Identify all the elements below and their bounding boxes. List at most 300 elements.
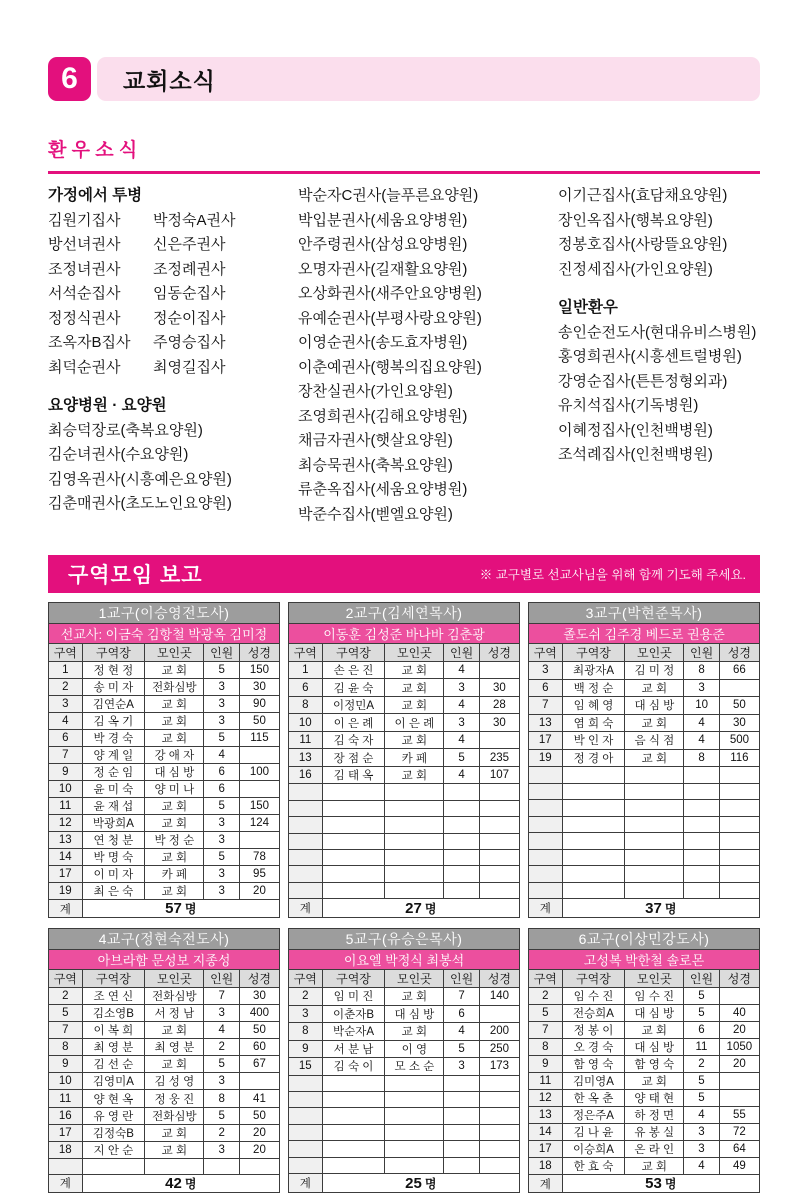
cell-meeting-place: 교 회 (385, 1023, 444, 1041)
cell-leader (562, 783, 625, 800)
cell-leader: 정 봉 이 (562, 1022, 625, 1039)
cell-district-no (289, 850, 323, 866)
cell-bible-reading: 90 (239, 696, 279, 713)
section-title-patient-news: 환 우 소 식 (48, 135, 760, 174)
cell-district-no (289, 1124, 323, 1140)
patient-name: 정봉호집사(사랑뜰요양원) (558, 236, 728, 253)
table-body (289, 988, 520, 1174)
table-row (529, 1056, 760, 1073)
column-header: 모인곳 (625, 970, 684, 988)
cell-attendance: 3 (204, 696, 239, 713)
table-row (529, 662, 760, 680)
cell-leader (562, 833, 625, 850)
table-row (529, 749, 760, 767)
cell-meeting-place (385, 1157, 444, 1174)
cell-bible-reading (719, 816, 759, 833)
cell-attendance: 10 (684, 697, 719, 715)
cell-leader: 이 미 자 (82, 866, 145, 883)
table-row (289, 1091, 520, 1107)
total-unit: 명 (184, 902, 197, 916)
cell-meeting-place: 교 회 (145, 713, 204, 730)
patient-name: 장인옥집사(행복요양원) (558, 211, 713, 229)
cell-attendance (684, 800, 719, 817)
cell-bible-reading (479, 817, 519, 833)
table-row (529, 714, 760, 732)
cell-district-no: 11 (529, 1073, 563, 1090)
cell-district-no: 10 (49, 1073, 83, 1090)
total-row (529, 899, 760, 918)
cell-leader: 최광자A (562, 662, 625, 680)
cell-meeting-place: 카 페 (145, 866, 204, 883)
column-header: 인원 (684, 644, 719, 662)
total-unit: 명 (424, 901, 437, 916)
patient-name: 방선녀권사 (48, 236, 121, 253)
column-header: 성경 (239, 970, 279, 988)
cell-bible-reading (479, 1124, 519, 1140)
table-row (289, 714, 520, 731)
nursing-list-col1 (48, 419, 298, 517)
cell-meeting-place: 교 회 (385, 696, 444, 713)
column-header: 모인곳 (145, 970, 204, 988)
cell-district-no: 14 (49, 849, 83, 866)
patient-name: 박준수집사(벧엘요양원) (298, 505, 453, 523)
cell-leader: 정 경 아 (562, 749, 625, 767)
table-row (49, 1107, 280, 1124)
cell-bible-reading (719, 849, 759, 866)
cell-leader: 한 옥 춘 (562, 1090, 625, 1107)
table-row (529, 882, 760, 899)
column-header: 구역장 (322, 970, 385, 988)
cell-meeting-place: 정 웅 진 (145, 1090, 204, 1107)
cell-meeting-place: 임 수 진 (625, 988, 684, 1005)
table-row (529, 679, 760, 697)
cell-bible-reading: 116 (719, 749, 759, 767)
group-title-nursing: 요양병원 · 요양원 (48, 397, 167, 414)
patient-pair (48, 282, 298, 307)
cell-district-no: 9 (49, 764, 83, 781)
cell-meeting-place: 교 회 (625, 1022, 684, 1039)
cell-leader: 박 인 자 (562, 732, 625, 750)
cell-district-no: 3 (49, 696, 83, 713)
district-missionaries: 이요엘 박정식 최봉석 (289, 950, 520, 970)
cell-bible-reading (479, 1157, 519, 1174)
cell-leader: 김 선 순 (82, 1056, 145, 1073)
cell-district-no (529, 866, 563, 883)
cell-meeting-place: 대 심 방 (625, 1039, 684, 1056)
patient-pair (48, 307, 298, 332)
cell-attendance: 4 (444, 662, 479, 679)
table-row (529, 866, 760, 883)
home-care-list (48, 209, 298, 381)
patient-name: 홍영희권사(시흥센트럴병원) (558, 348, 742, 365)
patient-name: 조정례권사 (153, 260, 226, 278)
table-column-headers (289, 644, 520, 662)
table-row (49, 815, 280, 832)
patient-name: 서석순집사 (48, 285, 121, 302)
cell-meeting-place: 교 회 (625, 1158, 684, 1175)
cell-leader (562, 866, 625, 883)
patient-name: 류춘옥집사(세움요양병원) (298, 481, 468, 498)
cell-attendance: 4 (684, 714, 719, 732)
cell-bible-reading (719, 800, 759, 817)
cell-attendance: 4 (204, 1022, 239, 1039)
district-missionaries: 아브라함 문성보 지종성 (49, 950, 280, 970)
cell-district-no: 4 (49, 713, 83, 730)
column-header: 구역장 (322, 644, 385, 662)
cell-district-no: 13 (529, 714, 563, 732)
cell-leader: 박 명 숙 (82, 849, 145, 866)
cell-leader: 이 은 례 (322, 714, 385, 731)
patient-columns (48, 184, 760, 527)
total-label: 계 (49, 1174, 83, 1192)
patient-name: 최승덕장로(축복요양원) (48, 421, 203, 439)
cell-leader: 장 점 순 (322, 749, 385, 766)
table-body (49, 662, 280, 900)
cell-leader (322, 784, 385, 800)
cell-meeting-place: 대 심 방 (145, 764, 204, 781)
total-label: 계 (289, 899, 323, 918)
patient-name: 조옥자B집사 (48, 334, 131, 351)
patient-name: 최영길집사 (153, 358, 226, 376)
cell-district-no (289, 1075, 323, 1091)
district-table (48, 602, 280, 918)
cell-bible-reading: 95 (239, 866, 279, 883)
cell-bible-reading: 140 (479, 988, 519, 1006)
cell-meeting-place: 교 회 (625, 749, 684, 767)
table-body (49, 988, 280, 1175)
cell-meeting-place: 함 영 숙 (625, 1056, 684, 1073)
cell-attendance (444, 800, 479, 816)
cell-leader: 김정숙B (82, 1124, 145, 1141)
cell-bible-reading (479, 850, 519, 866)
column-header: 성경 (719, 644, 759, 662)
total-value (322, 1174, 519, 1193)
cell-district-no: 17 (49, 866, 83, 883)
cell-district-no (529, 767, 563, 784)
cell-meeting-place: 교 회 (145, 798, 204, 815)
cell-bible-reading: 30 (239, 679, 279, 696)
cell-leader (562, 800, 625, 817)
cell-district-no: 2 (289, 988, 323, 1006)
cell-attendance (684, 816, 719, 833)
cell-leader: 김 숙 자 (322, 731, 385, 748)
cell-bible-reading (479, 731, 519, 748)
district-table-title: 4교구(정현숙전도사) (49, 929, 280, 950)
total-label: 계 (529, 899, 563, 918)
cell-bible-reading: 40 (719, 1005, 759, 1022)
total-number: 27 (405, 899, 422, 917)
cell-district-no: 3 (529, 662, 563, 680)
total-number: 42 (165, 1174, 182, 1192)
table-row (289, 731, 520, 748)
cell-leader (322, 1141, 385, 1157)
cell-bible-reading: 50 (239, 1107, 279, 1124)
patient-name: 김영옥권사(시흥예은요양원) (48, 470, 232, 488)
cell-attendance: 3 (204, 713, 239, 730)
cell-meeting-place (625, 866, 684, 883)
cell-leader: 연 청 분 (82, 832, 145, 849)
cell-bible-reading: 41 (239, 1090, 279, 1107)
table-row (289, 833, 520, 849)
cell-district-no: 8 (289, 696, 323, 713)
district-table (528, 928, 760, 1193)
cell-attendance: 5 (204, 1107, 239, 1124)
cell-district-no: 18 (529, 1158, 563, 1175)
cell-bible-reading: 173 (479, 1058, 519, 1076)
table-row (289, 1157, 520, 1174)
table-row (289, 850, 520, 866)
table-row (289, 817, 520, 833)
cell-leader: 정 순 임 (82, 764, 145, 781)
patient-name: 신은주권사 (153, 236, 226, 253)
cell-bible-reading: 20 (719, 1056, 759, 1073)
cell-attendance: 7 (444, 988, 479, 1006)
cell-district-no: 12 (529, 1090, 563, 1107)
cell-leader: 정 현 정 (82, 662, 145, 679)
total-value (562, 899, 759, 918)
cell-meeting-place: 교 회 (145, 1124, 204, 1141)
cell-attendance (684, 849, 719, 866)
cell-district-no: 8 (49, 1039, 83, 1056)
column-header: 인원 (204, 970, 239, 988)
column-header: 구역 (49, 970, 83, 988)
total-number: 57 (165, 900, 182, 917)
column-header: 인원 (684, 970, 719, 988)
cell-bible-reading (239, 1073, 279, 1090)
cell-bible-reading (479, 662, 519, 679)
cell-district-no (529, 800, 563, 817)
cell-leader (82, 1158, 145, 1174)
patient-name: 조영희권사(김해요양병원) (298, 407, 468, 425)
table-row (529, 767, 760, 784)
cell-meeting-place (385, 1091, 444, 1107)
cell-attendance: 4 (444, 1023, 479, 1041)
cell-leader: 박순자A (322, 1023, 385, 1041)
cell-attendance: 6 (204, 781, 239, 798)
general-patient-list (558, 321, 760, 468)
table-row (49, 1073, 280, 1090)
cell-district-no: 1 (49, 662, 83, 679)
table-row (289, 662, 520, 679)
total-value (562, 1175, 759, 1193)
cell-attendance: 3 (204, 815, 239, 832)
cell-leader: 양 계 일 (82, 747, 145, 764)
table-row (49, 849, 280, 866)
table-row (529, 1141, 760, 1158)
cell-bible-reading: 64 (719, 1141, 759, 1158)
cell-meeting-place: 교 회 (385, 679, 444, 696)
cell-leader: 한 효 숙 (562, 1158, 625, 1175)
district-missionaries: 선교사: 이금숙 김항철 박광옥 김미정 (49, 624, 280, 644)
cell-leader: 염 희 숙 (562, 714, 625, 732)
cell-district-no: 11 (49, 798, 83, 815)
column-header: 구역장 (82, 970, 145, 988)
cell-leader (562, 767, 625, 784)
column-header: 모인곳 (385, 644, 444, 662)
cell-attendance (444, 1075, 479, 1091)
cell-bible-reading: 30 (719, 714, 759, 732)
cell-leader: 전승희A (562, 1005, 625, 1022)
cell-meeting-place: 교 회 (145, 1056, 204, 1073)
district-table-groups (48, 602, 760, 1193)
cell-meeting-place (625, 882, 684, 899)
cell-district-no (529, 882, 563, 899)
district-table (288, 602, 520, 918)
column-header: 구역 (289, 644, 323, 662)
column-header: 모인곳 (625, 644, 684, 662)
cell-leader (322, 800, 385, 816)
table-row (49, 798, 280, 815)
table-row (529, 732, 760, 750)
cell-meeting-place: 교 회 (385, 731, 444, 748)
district-table-title: 2교구(김세연목사) (289, 603, 520, 624)
cell-meeting-place: 교 회 (385, 766, 444, 783)
cell-attendance: 5 (684, 1005, 719, 1022)
column-header: 성경 (479, 970, 519, 988)
cell-attendance (444, 817, 479, 833)
patient-name: 송인순전도사(현대유비스병원) (558, 323, 757, 341)
cell-bible-reading (479, 1108, 519, 1124)
cell-district-no: 2 (49, 988, 83, 1005)
cell-bible-reading: 20 (719, 1022, 759, 1039)
cell-meeting-place (385, 817, 444, 833)
table-row (289, 766, 520, 783)
cell-meeting-place: 최 영 분 (145, 1039, 204, 1056)
cell-leader: 이 복 희 (82, 1022, 145, 1039)
cell-district-no: 3 (289, 1005, 323, 1023)
cell-bible-reading (719, 882, 759, 899)
cell-meeting-place (385, 800, 444, 816)
cell-leader: 윤 미 숙 (82, 781, 145, 798)
page-title: 교회소식 (123, 67, 216, 94)
table-row (529, 833, 760, 850)
total-unit: 명 (424, 1176, 437, 1191)
cell-bible-reading: 50 (719, 697, 759, 715)
cell-bible-reading: 107 (479, 766, 519, 783)
patient-name: 장찬실권사(가인요양원) (298, 383, 453, 400)
cell-leader: 박광희A (82, 815, 145, 832)
cell-district-no: 19 (529, 749, 563, 767)
cell-district-no: 7 (49, 747, 83, 764)
cell-leader (322, 1108, 385, 1124)
patient-name: 김춘매권사(초도노인요양원) (48, 495, 232, 512)
cell-leader (322, 850, 385, 866)
patient-name: 채금자권사(햇살요양원) (298, 432, 453, 449)
total-value (82, 900, 279, 918)
table-row (49, 679, 280, 696)
column-header: 모인곳 (385, 970, 444, 988)
cell-leader: 임 미 진 (322, 988, 385, 1006)
table-row (529, 1005, 760, 1022)
cell-attendance: 6 (204, 764, 239, 781)
total-value (82, 1174, 279, 1192)
cell-bible-reading: 50 (239, 1022, 279, 1039)
district-table (288, 928, 520, 1193)
cell-meeting-place (385, 866, 444, 882)
cell-meeting-place: 대 심 방 (385, 1005, 444, 1023)
cell-meeting-place (385, 1141, 444, 1157)
table-row (289, 1124, 520, 1140)
cell-leader (322, 866, 385, 882)
table-row (289, 988, 520, 1006)
table-row (49, 1005, 280, 1022)
group-title-general: 일반환우 (558, 299, 618, 316)
cell-bible-reading (479, 833, 519, 849)
cell-district-no (529, 816, 563, 833)
report-banner (48, 555, 760, 593)
cell-leader (562, 849, 625, 866)
table-row (289, 1141, 520, 1157)
table-row (289, 696, 520, 713)
cell-attendance: 2 (204, 1124, 239, 1141)
cell-district-no: 7 (49, 1022, 83, 1039)
cell-meeting-place: 교 회 (625, 1073, 684, 1090)
cell-meeting-place (145, 1158, 204, 1174)
cell-district-no: 2 (49, 679, 83, 696)
cell-leader: 손 은 진 (322, 662, 385, 679)
table-row (529, 697, 760, 715)
cell-leader (322, 882, 385, 899)
cell-district-no (289, 817, 323, 833)
cell-meeting-place: 전화심방 (145, 1107, 204, 1124)
cell-meeting-place: 유 봉 실 (625, 1124, 684, 1141)
cell-attendance: 5 (444, 1040, 479, 1058)
table-row (49, 781, 280, 798)
cell-meeting-place (625, 849, 684, 866)
patient-name: 김원기집사 (48, 211, 121, 229)
total-row (529, 1175, 760, 1193)
cell-bible-reading (719, 767, 759, 784)
cell-attendance: 3 (204, 1141, 239, 1158)
cell-attendance (444, 866, 479, 882)
cell-leader: 조 연 신 (82, 988, 145, 1005)
patient-name: 박정숙A권사 (153, 211, 236, 229)
cell-leader (322, 1157, 385, 1174)
patient-pair (48, 209, 298, 234)
patient-name: 임동순집사 (153, 285, 226, 302)
cell-district-no: 11 (49, 1090, 83, 1107)
cell-attendance (444, 1141, 479, 1157)
section-title-district-report: 구역모임 보고 (68, 564, 203, 587)
table-row (49, 1090, 280, 1107)
cell-meeting-place: 음 식 점 (625, 732, 684, 750)
table-column-headers (289, 970, 520, 988)
table-column-headers (49, 970, 280, 988)
total-row (49, 900, 280, 918)
cell-attendance: 3 (204, 832, 239, 849)
district-table-title: 1교구(이승영전도사) (49, 603, 280, 624)
table-row (49, 1124, 280, 1141)
cell-attendance: 3 (444, 714, 479, 731)
cell-district-no: 7 (529, 1022, 563, 1039)
table-row (529, 1124, 760, 1141)
cell-meeting-place: 전화심방 (145, 679, 204, 696)
cell-bible-reading (719, 866, 759, 883)
cell-leader (322, 1124, 385, 1140)
column-header: 인원 (204, 644, 239, 662)
cell-attendance: 8 (684, 749, 719, 767)
cell-meeting-place: 카 페 (385, 749, 444, 766)
cell-district-no (289, 1141, 323, 1157)
district-tables-row (48, 928, 760, 1193)
patient-name: 유치석집사(기독병원) (558, 397, 699, 414)
cell-leader: 박 경 숙 (82, 730, 145, 747)
district-table-title: 3교구(박현준목사) (529, 603, 760, 624)
cell-bible-reading: 20 (239, 1124, 279, 1141)
cell-meeting-place: 박 정 순 (145, 832, 204, 849)
table-row (49, 1022, 280, 1039)
cell-bible-reading (719, 1090, 759, 1107)
